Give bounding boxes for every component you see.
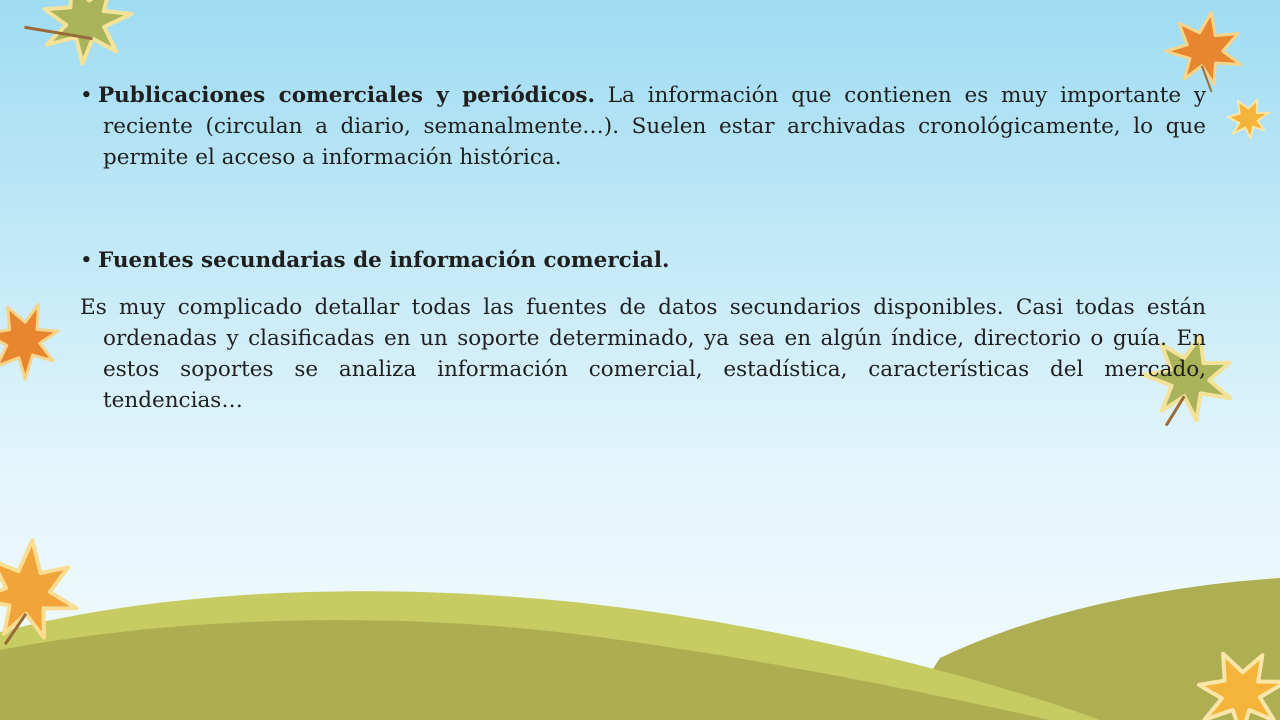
bullet-body: La información que contienen es muy importante y reciente (circulan a diario, semanalmente…). Suelen estar archivadas cronológicamente, lo que permite el acceso a información histórica. (103, 83, 1206, 170)
bullet-marker: • (80, 83, 93, 108)
maple-leaf-icon (15, 0, 142, 78)
maple-leaf-icon (0, 296, 62, 383)
body-paragraph: Es muy complicado detallar todas las fuentes de datos secundarios disponibles. Casi todas están ordenadas y clasificadas en un soporte determinado, ya sea en algún índice, directorio o guía. En estos soportes se analiza información comercial, estadística, características del mercado, tendencias… (80, 295, 1206, 413)
bullet-heading: Publicaciones comerciales y periódicos. (98, 83, 596, 108)
bullet-marker: • (80, 248, 93, 273)
maple-leaf-icon (1220, 90, 1276, 145)
bullet-heading: Fuentes secundarias de información comercial. (98, 248, 670, 273)
bullet-publicaciones (80, 80, 1206, 173)
slide-content (80, 80, 1206, 416)
bullet-fuentes-secundarias (80, 245, 1206, 276)
